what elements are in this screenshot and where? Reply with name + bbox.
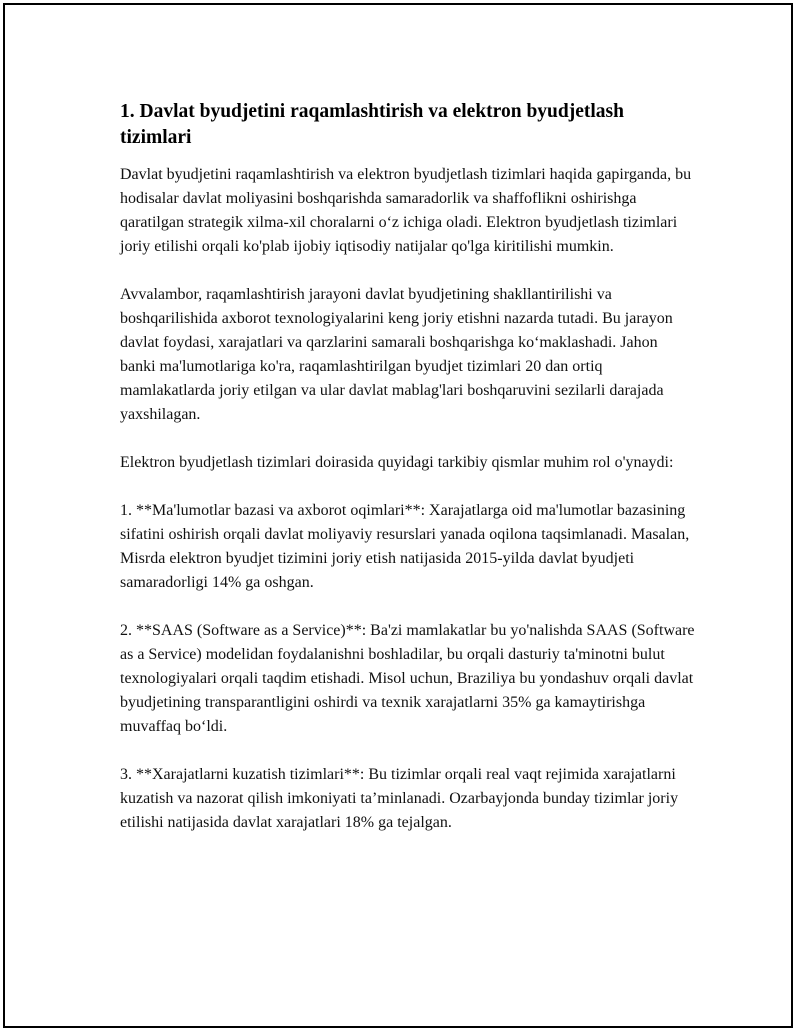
page-frame: [3, 3, 793, 1028]
paragraph-intro: Davlat byudjetini raqamlashtirish va elektron byudjetlash tizimlari haqida gapirganda, bu hodisalar davlat moliyasini boshqarishda samaradorlik va shaffoflikni oshirishga qaratilgan strategik xilma-xil choralarni o‘z ichiga oladi. Elektron byudjetlash tizimlari joriy etilishi orqali ko'plab ijobiy iqtisodiy natijalar qo'lga kiritilishi mumkin.: [120, 166, 692, 255]
list-item-database: 1. **Ma'lumotlar bazasi va axborot oqimlari**: Xarajatlarga oid ma'lumotlar bazasining sifatini oshirish orqali davlat moliyaviy resurslari yanada oqilona taqsimlanadi. Masalan, Misrda elektron byudjet tizimini joriy etish natijasida 2015-yilda davlat byudjeti samaradorligi 14% ga oshgan.: [120, 502, 690, 591]
section-heading: 1. Davlat byudjetini raqamlashtirish va elektron byudjetlash tizimlari: [120, 101, 624, 148]
list-item-saas: 2. **SAAS (Software as a Service)**: Ba'zi mamlakatlar bu yo'nalishda SAAS (Software as a Service) modelidan foydalanishni boshladilar, bu orqali dasturiy ta'minotni bulut texnologiyalari orqali taqdim etishadi. Misol uchun, Braziliya bu yondashuv orqali davlat byudjetining transparantligini oshirdi va texnik xarajatlarni 35% ga kamaytirishga muvaffaq bo‘ldi.: [120, 622, 695, 735]
paragraph-components-intro: Elektron byudjetlash tizimlari doirasida quyidagi tarkibiy qismlar muhim rol o'ynaydi:: [120, 454, 674, 471]
list-item-expense-tracking: 3. **Xarajatlarni kuzatish tizimlari**: Bu tizimlar orqali real vaqt rejimida xarajatlarni kuzatish va nazorat qilish imkoniyati ta’minlanadi. Ozarbayjonda bunday tizimlar joriy etilishi natijasida davlat xarajatlari 18% ga tejalgan.: [120, 766, 679, 831]
document-body: [120, 99, 695, 859]
paragraph-digitalization: Avvalambor, raqamlashtirish jarayoni davlat byudjetining shakllantirilishi va boshqarilishida axborot texnologiyalarini keng joriy etishni nazarda tutadi. Bu jarayon davlat foydasi, xarajatlari va qarzlarini samarali boshqarishga ko‘maklashadi. Jahon banki ma'lumotlariga ko'ra, raqamlashtirilgan byudjet tizimlari 20 dan ortiq mamlakatlarda joriy etilgan va ular davlat mablag'lari boshqaruvini sezilarli darajada yaxshilagan.: [120, 286, 673, 423]
